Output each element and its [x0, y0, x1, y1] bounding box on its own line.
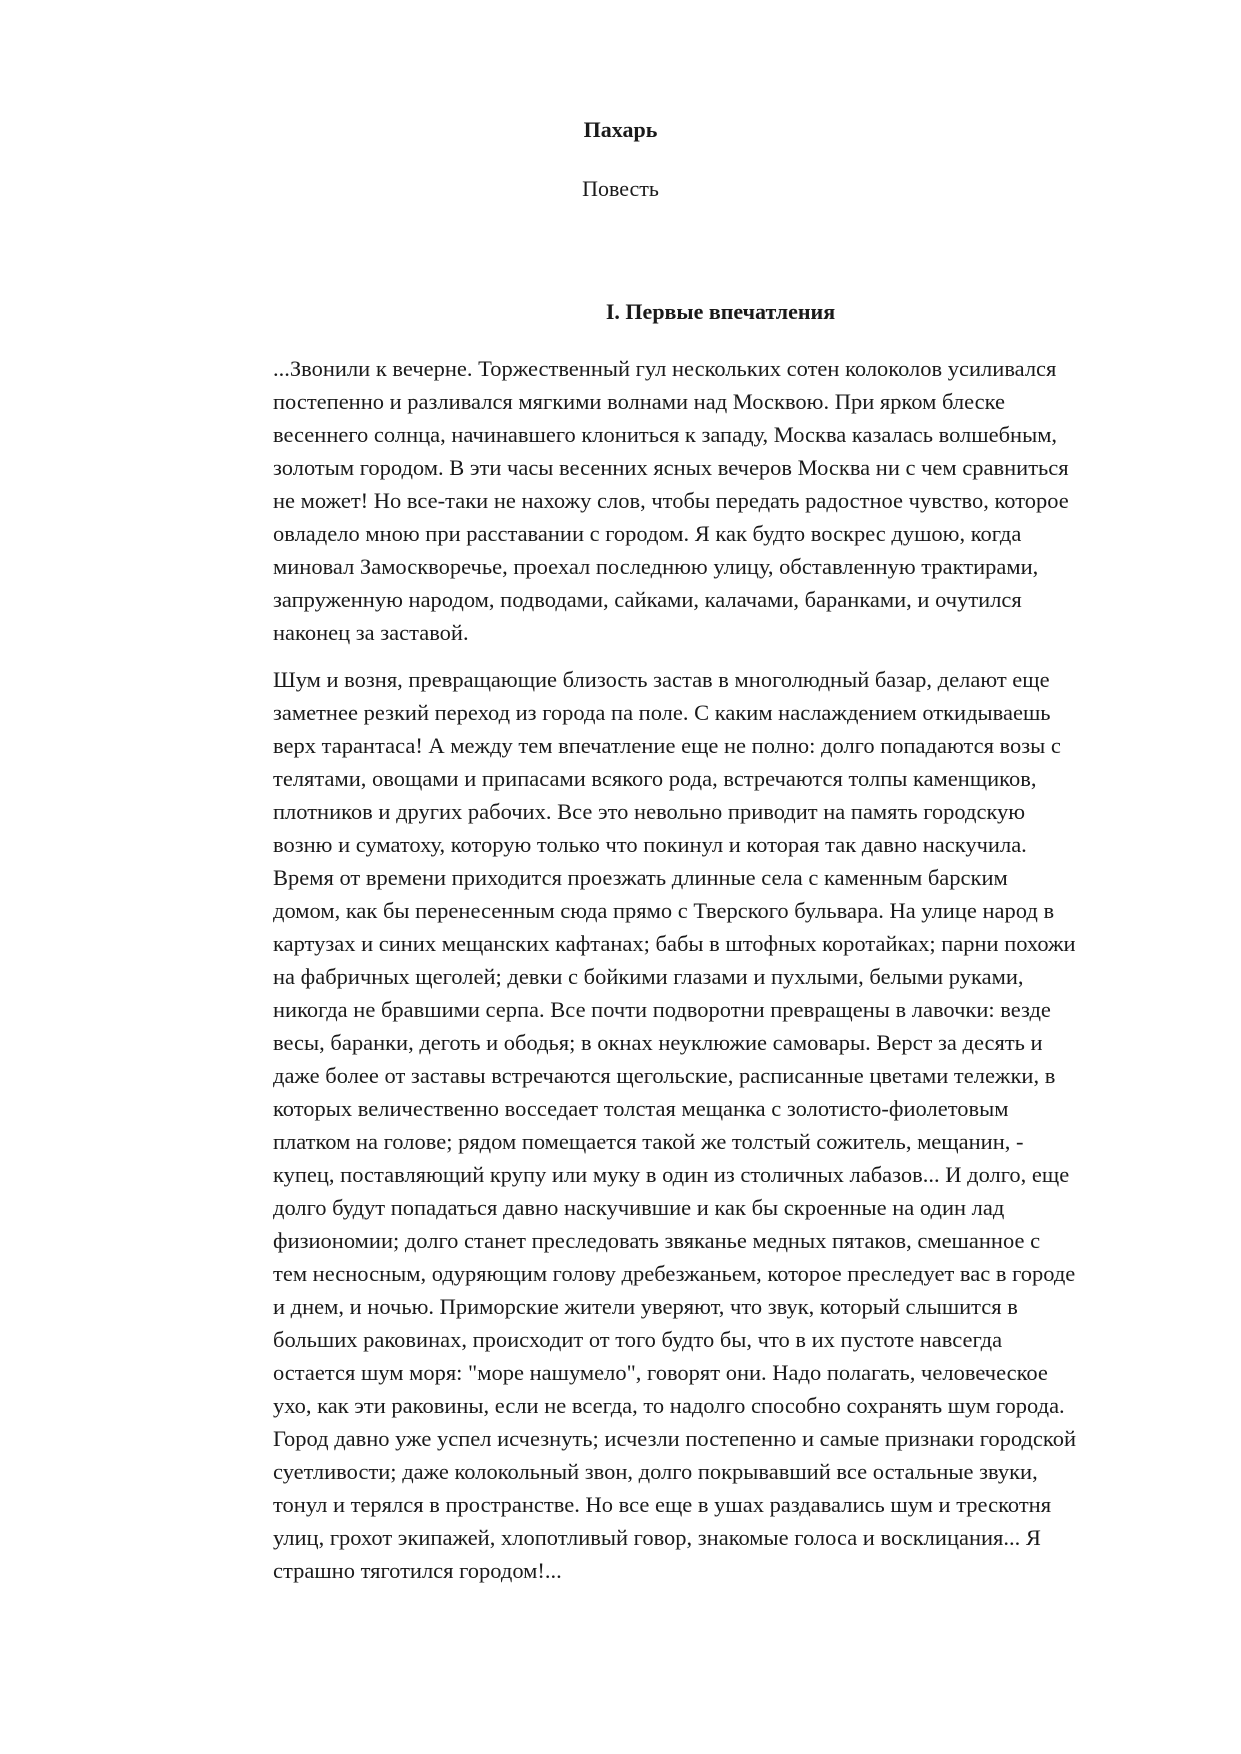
text-line: никогда не бравшими серпа. Все почти подворотни превращены в лавочки: везде [273, 997, 1051, 1022]
text-line: возню и суматоху, которую только что покинул и которая так давно наскучила. [273, 832, 1027, 857]
text-line: весеннего солнца, начинавшего клониться к западу, Москва казалась волшебным, [273, 422, 1058, 447]
body-text [257, 352, 1157, 1601]
text-line: запруженную народом, подводами, сайками, калачами, баранками, и очутился [273, 587, 1022, 612]
text-line: Город давно уже успел исчезнуть; исчезли постепенно и самые признаки городской [273, 1426, 1077, 1451]
document-title: Пахарь [583, 117, 658, 142]
text-line: больших раковинах, происходит от того будто бы, что в их пустоте навсегда [273, 1327, 1003, 1352]
text-line: на фабричных щеголей; девки с бойкими глазами и пухлыми, белыми руками, [273, 964, 1024, 989]
text-line: тем несносным, одуряющим голову дребезжаньем, которое преследует вас в городе [273, 1261, 1076, 1286]
text-line: даже более от заставы встречаются щегольские, расписанные цветами тележки, в [273, 1063, 1056, 1088]
text-line: картузах и синих мещанских кафтанах; бабы в штофных коротайках; парни похожи [273, 931, 1076, 956]
text-line: не может! Но все-таки не нахожу слов, чтобы передать радостное чувство, которое [273, 488, 1069, 513]
text-line: купец, поставляющий крупу или муку в один из столичных лабазов... И долго, еще [273, 1162, 1070, 1187]
text-line: Шум и возня, превращающие близость застав в многолюдный базар, делают еще [273, 667, 1050, 692]
text-line: верх тарантаса! А между тем впечатление еще не полно: долго попадаются возы с [273, 733, 1061, 758]
chapter-heading: I. Первые впечатления [605, 299, 836, 324]
text-line: золотым городом. В эти часы весенних ясных вечеров Москва ни с чем сравниться [273, 455, 1069, 480]
document-subtitle: Повесть [582, 176, 659, 201]
text-line: тонул и терялся в пространстве. Но все еще в ушах раздавались шум и трескотня [273, 1492, 1052, 1517]
text-line: платком на голове; рядом помещается такой же толстый сожитель, мещанин, - [273, 1129, 1024, 1154]
text-line: Время от времени приходится проезжать длинные села с каменным барским [273, 865, 1008, 890]
paragraph-1 [257, 352, 1157, 649]
text-line: плотников и других рабочих. Все это невольно приводит на память городскую [273, 799, 1026, 824]
text-line: постепенно и разливался мягкими волнами над Москвою. При ярком блеске [273, 389, 1005, 414]
text-line: наконец за заставой. [273, 620, 469, 645]
text-line: овладело мною при расставании с городом. Я как будто воскрес душою, когда [273, 521, 1022, 546]
text-line: которых величественно восседает толстая мещанка с золотисто-фиолетовым [273, 1096, 1009, 1121]
text-line: ...Звонили к вечерне. Торжественный гул нескольких сотен колоколов усиливался [273, 356, 1057, 381]
text-line: ухо, как эти раковины, если не всегда, то надолго способно сохранять шум города. [273, 1393, 1065, 1418]
text-line: улиц, грохот экипажей, хлопотливый говор, знакомые голоса и восклицания... Я [273, 1525, 1041, 1550]
paragraph-2 [257, 663, 1157, 1587]
text-line: физиономии; долго станет преследовать звяканье медных пятаков, смешанное с [273, 1228, 1041, 1253]
text-line: телятами, овощами и припасами всякого рода, встречаются толпы каменщиков, [273, 766, 1037, 791]
text-line: заметнее резкий переход из города па поле. С каким наслаждением откидываешь [273, 700, 1051, 725]
text-line: долго будут попадаться давно наскучившие и как бы скроенные на один лад [273, 1195, 1005, 1220]
text-line: и днем, и ночью. Приморские жители уверяют, что звук, который слышится в [273, 1294, 1018, 1319]
text-line: домом, как бы перенесенным сюда прямо с Тверского бульвара. На улице народ в [273, 898, 1055, 923]
text-line: миновал Замоскворечье, проехал последнюю улицу, обставленную трактирами, [273, 554, 1039, 579]
text-line: страшно тяготился городом!... [273, 1558, 562, 1583]
text-line: весы, баранки, деготь и ободья; в окнах неуклюжие самовары. Верст за десять и [273, 1030, 1043, 1055]
text-line: остается шум моря: "море нашумело", говорят они. Надо полагать, человеческое [273, 1360, 1048, 1385]
text-line: суетливости; даже колокольный звон, долго покрывавший все остальные звуки, [273, 1459, 1038, 1484]
